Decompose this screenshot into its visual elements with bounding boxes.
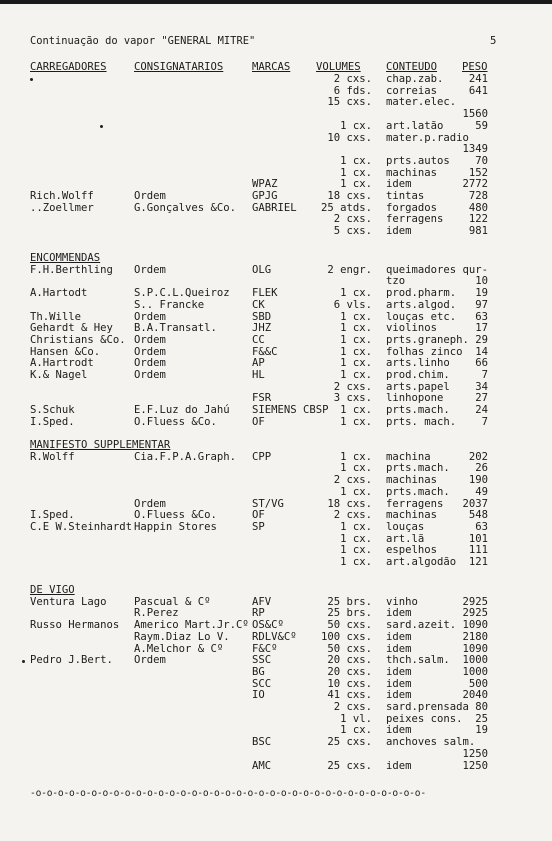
manifest-cell-weight: 241 <box>468 73 488 85</box>
manifest-cell-vol: 6 vls. <box>333 298 372 311</box>
manifest-cell-vol: 1 cx. <box>340 415 372 428</box>
manifest-cell-shipper: C.E W.Steinhardt <box>30 520 133 533</box>
column-header-contents: CONTEUDO <box>386 61 438 73</box>
manifest-cell-vol: 25 cxs. <box>327 759 372 772</box>
manifest-cell-weight: 1349 <box>462 143 488 156</box>
manifest-cell-shipper: Russo Hermanos <box>30 619 120 632</box>
manifest-cell-consignee: S.P.C.L.Queiroz <box>134 287 230 300</box>
manifest-cell-content: forgados <box>386 201 438 214</box>
manifest-cell-shipper: Pedro J.Bert. <box>30 654 113 667</box>
manifest-cell-weight: 66 <box>475 357 488 370</box>
column-header-weight: PESO <box>462 61 488 73</box>
manifest-cell-weight: 25 <box>475 712 488 725</box>
manifest-cell-mark: SP <box>252 520 265 533</box>
manifest-cell-consignee: Ordem <box>134 497 166 510</box>
manifest-cell-consignee: E.F.Luz do Jahú <box>134 404 230 417</box>
manifest-cell-mark: RP <box>252 607 265 620</box>
manifest-cell-content: idem <box>386 677 412 690</box>
manifest-cell-vol: 1 cx. <box>340 450 372 463</box>
manifest-cell-consignee: R.Perez <box>134 607 179 620</box>
manifest-cell-content: idem <box>386 630 412 643</box>
manifest-cell-weight: 24 <box>475 404 488 417</box>
manifest-cell-vol: 1 cx. <box>340 404 372 417</box>
manifest-cell-content: sard.prensada <box>386 701 469 713</box>
manifest-cell-content: arts.linho <box>386 357 450 370</box>
manifest-cell-consignee: Ordem <box>134 310 166 323</box>
manifest-cell-vol: 5 cxs. <box>333 225 372 238</box>
manifest-cell-weight: 29 <box>475 333 488 346</box>
manifest-cell-mark: OS&Cº <box>252 619 284 632</box>
manifest-cell-mark: SBD <box>252 310 272 323</box>
manifest-cell-weight: 27 <box>475 392 488 405</box>
manifest-cell-weight: 7 <box>481 415 488 428</box>
manifest-cell-consignee: Raym.Diaz Lo V. <box>134 630 230 643</box>
manifest-cell-content: prts.mach. <box>386 462 450 475</box>
manifest-cell-vol: 1 cx. <box>340 357 372 370</box>
manifest-cell-mark: OLG <box>252 263 272 276</box>
manifest-cell-content: prod.pharm. <box>386 287 457 300</box>
manifest-cell-vol: 1 cx. <box>340 345 372 358</box>
manifest-cell-content: vinho <box>386 595 418 608</box>
manifest-cell-weight: 2925 <box>462 595 488 608</box>
manifest-cell-weight: 111 <box>468 544 488 557</box>
manifest-cell-vol: 25 atds. <box>320 201 372 214</box>
manifest-cell-weight: 1560 <box>462 108 488 121</box>
manifest-cell-shipper: Hansen &Co. <box>30 345 101 358</box>
manifest-cell-consignee: Pascual & Cº <box>134 595 211 608</box>
manifest-cell-shipper: Ventura Lago <box>30 595 107 608</box>
manifest-cell-weight: 152 <box>468 166 488 179</box>
manifest-cell-vol: 25 brs. <box>327 595 372 608</box>
section-title: MANIFESTO SUPPLEMENTAR <box>30 439 171 451</box>
manifest-cell-content: louças etc. <box>386 310 457 323</box>
manifest-cell-weight: 34 <box>475 380 488 393</box>
manifest-cell-weight: 500 <box>468 677 488 690</box>
manifest-cell-mark: IO <box>252 689 265 702</box>
column-header-marks: MARCAS <box>252 61 291 73</box>
manifest-cell-vol: 1 cx. <box>340 724 372 737</box>
manifest-cell-mark: CC <box>252 333 265 346</box>
manifest-cell-weight: 17 <box>475 322 488 335</box>
manifest-cell-consignee: Ordem <box>134 357 166 370</box>
manifest-cell-vol: 3 cxs. <box>333 392 372 405</box>
manifest-cell-weight: 548 <box>468 509 488 522</box>
manifest-cell-vol: 1 cx. <box>340 178 372 191</box>
manifest-cell-content: prts.graneph. <box>386 333 469 346</box>
manifest-cell-vol: 1 cx. <box>340 485 372 498</box>
column-header-consignees: CONSIGNATARIOS <box>134 61 224 73</box>
manifest-cell-weight: 190 <box>468 474 488 487</box>
manifest-cell-weight: 2180 <box>462 630 488 643</box>
manifest-cell-vol: 2 cxs. <box>333 474 372 487</box>
manifest-cell-mark: SCC <box>252 677 272 690</box>
manifest-cell-vol: 15 cxs. <box>327 96 372 109</box>
manifest-cell-content: queimadores qur- <box>386 263 489 276</box>
manifest-cell-vol: 1 cx. <box>340 369 372 381</box>
manifest-cell-weight: 26 <box>475 462 488 475</box>
manifest-cell-content: peixes cons. <box>386 712 463 725</box>
manifest-cell-weight: 121 <box>468 556 488 568</box>
manifest-cell-weight: 2772 <box>462 178 488 191</box>
manifest-cell-vol: 6 fds. <box>333 84 372 97</box>
manifest-cell-weight: 2040 <box>462 689 488 702</box>
manifest-cell-vol: 1 cx. <box>340 462 372 475</box>
manifest-cell-weight: 1090 <box>462 642 488 655</box>
manifest-cell-consignee: Ordem <box>134 333 166 346</box>
manifest-cell-weight: 641 <box>468 84 488 97</box>
manifest-cell-content: idem <box>386 607 412 620</box>
manifest-cell-mark: AFV <box>252 595 272 608</box>
manifest-cell-vol: 1 cx. <box>340 556 372 568</box>
manifest-cell-consignee: B.A.Transatl. <box>134 322 217 335</box>
manifest-cell-shipper: I.Sped. <box>30 509 75 522</box>
manifest-cell-content: tzo <box>386 275 406 288</box>
manifest-cell-mark: BG <box>252 665 265 678</box>
manifest-cell-content: machinas <box>386 166 438 179</box>
manifest-cell-weight: 70 <box>475 154 488 167</box>
manifest-cell-shipper: K.& Nagel <box>30 369 88 381</box>
manifest-cell-vol: 20 cxs. <box>327 665 372 678</box>
manifest-cell-shipper: S.Schuk <box>30 404 75 417</box>
manifest-cell-content: correias <box>386 84 438 97</box>
scan-top-edge <box>0 0 552 12</box>
manifest-cell-content: machinas <box>386 474 438 487</box>
manifest-cell-content: mater.elec. <box>386 96 457 109</box>
manifest-cell-mark: ST/VG <box>252 497 284 510</box>
manifest-cell-weight: 1000 <box>462 665 488 678</box>
manifest-cell-weight: 49 <box>475 485 488 498</box>
manifest-cell-content: chap.zab. <box>386 73 444 85</box>
manifest-cell-shipper: Th.Wille <box>30 310 82 323</box>
manifest-cell-content: mater.p.radio <box>386 131 469 144</box>
manifest-cell-vol: 1 cx. <box>340 310 372 323</box>
manifest-cell-weight: 1000 <box>462 654 488 667</box>
manifest-cell-content: idem <box>386 689 412 702</box>
manifest-cell-vol: 2 cxs. <box>333 73 372 85</box>
manifest-cell-content: ferragens <box>386 497 444 510</box>
manifest-cell-weight: 63 <box>475 520 488 533</box>
manifest-cell-content: sard.azeit. <box>386 619 457 632</box>
manifest-cell-consignee: Ordem <box>134 263 166 276</box>
manifest-cell-shipper: A.Hartodt <box>30 287 88 300</box>
manifest-cell-content: idem <box>386 225 412 238</box>
manifest-cell-vol: 1 vl. <box>340 712 372 725</box>
manifest-cell-weight: 63 <box>475 310 488 323</box>
manifest-cell-mark: GPJG <box>252 190 278 202</box>
scan-speck <box>22 660 25 663</box>
manifest-cell-vol: 1 cx. <box>340 287 372 300</box>
manifest-cell-mark: HL <box>252 369 265 381</box>
manifest-cell-consignee: Americo Mart.Jr.Cº <box>134 619 249 632</box>
manifest-cell-consignee: O.Fluess &Co. <box>134 415 217 428</box>
manifest-cell-vol: 18 cxs. <box>327 497 372 510</box>
manifest-cell-content: espelhos <box>386 544 438 557</box>
manifest-cell-mark: F&&C <box>252 345 278 358</box>
manifest-cell-content: prod.chim. <box>386 369 450 381</box>
manifest-cell-shipper: Rich.Wolff <box>30 190 94 202</box>
manifest-cell-weight: 10 <box>475 275 488 288</box>
manifest-cell-mark: OF <box>252 415 265 428</box>
manifest-cell-mark: AP <box>252 357 265 370</box>
manifest-cell-vol: 1 cx. <box>340 322 372 335</box>
manifest-cell-vol: 2 cxs. <box>333 509 372 522</box>
manifest-cell-weight: 202 <box>468 450 488 463</box>
manifest-cell-consignee: Ordem <box>134 190 166 202</box>
column-header-volumes: VOLUMES <box>316 61 361 73</box>
manifest-cell-mark: AMC <box>252 759 272 772</box>
column-header-shippers: CARREGADORES <box>30 61 107 73</box>
manifest-cell-vol: 50 cxs. <box>327 642 372 655</box>
manifest-cell-content: folhas zinco <box>386 345 463 358</box>
manifest-cell-shipper: A.Hartrodt <box>30 357 94 370</box>
manifest-cell-vol: 2 engr. <box>327 263 372 276</box>
manifest-cell-vol: 1 cx. <box>340 544 372 557</box>
manifest-cell-vol: 10 cxs. <box>327 131 372 144</box>
manifest-cell-shipper: F.H.Berthling <box>30 263 113 276</box>
manifest-cell-content: idem <box>386 724 412 737</box>
manifest-cell-consignee: O.Fluess &Co. <box>134 509 217 522</box>
manifest-cell-content: art.lã <box>386 532 425 545</box>
manifest-cell-content: anchoves salm. <box>386 736 476 749</box>
manifest-cell-vol: 100 cxs. <box>320 630 372 643</box>
manifest-cell-vol: 2 cxs. <box>333 380 372 393</box>
manifest-cell-shipper: R.Wolff <box>30 450 75 463</box>
manifest-cell-mark: CPP <box>252 450 272 463</box>
manifest-cell-mark: GABRIEL <box>252 201 297 214</box>
manifest-cell-content: louças <box>386 520 425 533</box>
manifest-cell-weight: 7 <box>481 369 488 381</box>
manifest-cell-weight: 59 <box>475 119 488 132</box>
manifest-cell-weight: 728 <box>468 190 488 202</box>
manifest-cell-content: tintas <box>386 190 425 202</box>
manifest-cell-mark: OF <box>252 509 265 522</box>
manifest-cell-vol: 1 cx. <box>340 166 372 179</box>
manifest-cell-weight: 19 <box>475 724 488 737</box>
manifest-cell-mark: WPAZ <box>252 178 278 191</box>
manifest-cell-vol: 50 cxs. <box>327 619 372 632</box>
manifest-cell-weight: 1090 <box>462 619 488 632</box>
section-title: ENCOMMENDAS <box>30 252 101 264</box>
manifest-cell-content: prts. mach. <box>386 415 457 428</box>
manifest-cell-consignee: Ordem <box>134 345 166 358</box>
manifest-cell-vol: 2 cxs. <box>333 701 372 713</box>
manifest-cell-mark: SIEMENS CBSP <box>252 404 329 417</box>
manifest-cell-content: art.algodão <box>386 556 457 568</box>
manifest-cell-content: machinas <box>386 509 438 522</box>
manifest-cell-vol: 1 cx. <box>340 333 372 346</box>
manifest-cell-mark: CK <box>252 298 265 311</box>
scan-speck <box>30 78 33 81</box>
manifest-cell-vol: 2 cxs. <box>333 213 372 226</box>
manifest-cell-content: arts.papel <box>386 380 450 393</box>
manifest-cell-weight: 97 <box>475 298 488 311</box>
manifest-cell-content: idem <box>386 665 412 678</box>
manifest-cell-weight: 480 <box>468 201 488 214</box>
manifest-cell-weight: 14 <box>475 345 488 358</box>
manifest-cell-consignee: G.Gonçalves &Co. <box>134 201 237 214</box>
manifest-cell-consignee: Cia.F.P.A.Graph. <box>134 450 237 463</box>
manifest-cell-vol: 20 cxs. <box>327 654 372 667</box>
manifest-cell-content: ferragens <box>386 213 444 226</box>
manifest-cell-consignee: S.. Francke <box>134 298 205 311</box>
manifest-cell-vol: 1 cx. <box>340 520 372 533</box>
manifest-cell-content: linhopone <box>386 392 444 405</box>
section-title: DE VIGO <box>30 584 75 596</box>
manifest-cell-content: idem <box>386 178 412 191</box>
manifest-cell-consignee: A.Melchor & Cº <box>134 642 224 655</box>
manifest-cell-content: machina <box>386 450 431 463</box>
manifest-cell-mark: FSR <box>252 392 272 405</box>
manifest-cell-shipper: Gehardt & Hey <box>30 322 113 335</box>
manifest-cell-shipper: I.Sped. <box>30 415 75 428</box>
manifest-cell-weight: 1250 <box>462 759 488 772</box>
manifest-cell-vol: 1 cx. <box>340 532 372 545</box>
manifest-cell-mark: JHZ <box>252 322 272 335</box>
manifest-cell-vol: 1 cx. <box>340 119 372 132</box>
manifest-cell-weight: 981 <box>468 225 488 238</box>
manifest-cell-weight: 19 <box>475 287 488 300</box>
manifest-cell-mark: FLEK <box>252 287 278 300</box>
manifest-cell-mark: BSC <box>252 736 272 749</box>
manifest-cell-vol: 10 cxs. <box>327 677 372 690</box>
manifest-cell-consignee: Ordem <box>134 369 166 381</box>
manifest-cell-content: prts.mach. <box>386 485 450 498</box>
manifest-cell-content: idem <box>386 759 412 772</box>
manifest-cell-vol: 25 cxs. <box>327 736 372 749</box>
manifest-cell-mark: F&Cº <box>252 642 278 655</box>
manifest-cell-content: arts.algod. <box>386 298 457 311</box>
manifest-cell-weight: 1250 <box>462 747 488 760</box>
manifest-cell-content: prts.autos <box>386 154 450 167</box>
manifest-cell-content: thch.salm. <box>386 654 450 667</box>
manifest-cell-weight: 122 <box>468 213 488 226</box>
scan-speck <box>100 125 103 128</box>
manifest-cell-mark: RDLV&Cº <box>252 630 297 643</box>
manifest-cell-vol: 41 cxs. <box>327 689 372 702</box>
manifest-cell-content: prts.mach. <box>386 404 450 417</box>
manifest-cell-content: art.latão <box>386 119 444 132</box>
manifest-cell-consignee: Ordem <box>134 654 166 667</box>
footer-separator: -o-o-o-o-o-o-o-o-o-o-o-o-o-o-o-o-o-o-o-o-o-o-o-o-o-o-o-o-o-o-o-o-o-o-o- <box>30 788 426 799</box>
manifest-cell-weight: 80 <box>475 701 488 713</box>
manifest-cell-content: violinos <box>386 322 438 335</box>
manifest-cell-vol: 25 brs. <box>327 607 372 620</box>
manifest-cell-vol: 18 cxs. <box>327 190 372 202</box>
manifest-cell-vol: 1 cx. <box>340 154 372 167</box>
manifest-cell-mark: SSC <box>252 654 272 667</box>
page-number: 5 <box>490 35 497 47</box>
document-title: Continuação do vapor "GENERAL MITRE" <box>30 35 256 47</box>
manifest-cell-weight: 101 <box>468 532 488 545</box>
manifest-cell-shipper: ..Zoellmer <box>30 201 94 214</box>
manifest-cell-weight: 2925 <box>462 607 488 620</box>
manifest-cell-weight: 2037 <box>462 497 488 510</box>
manifest-cell-shipper: Christians &Co. <box>30 333 126 346</box>
manifest-cell-consignee: Happin Stores <box>134 520 217 533</box>
manifest-cell-content: idem <box>386 642 412 655</box>
